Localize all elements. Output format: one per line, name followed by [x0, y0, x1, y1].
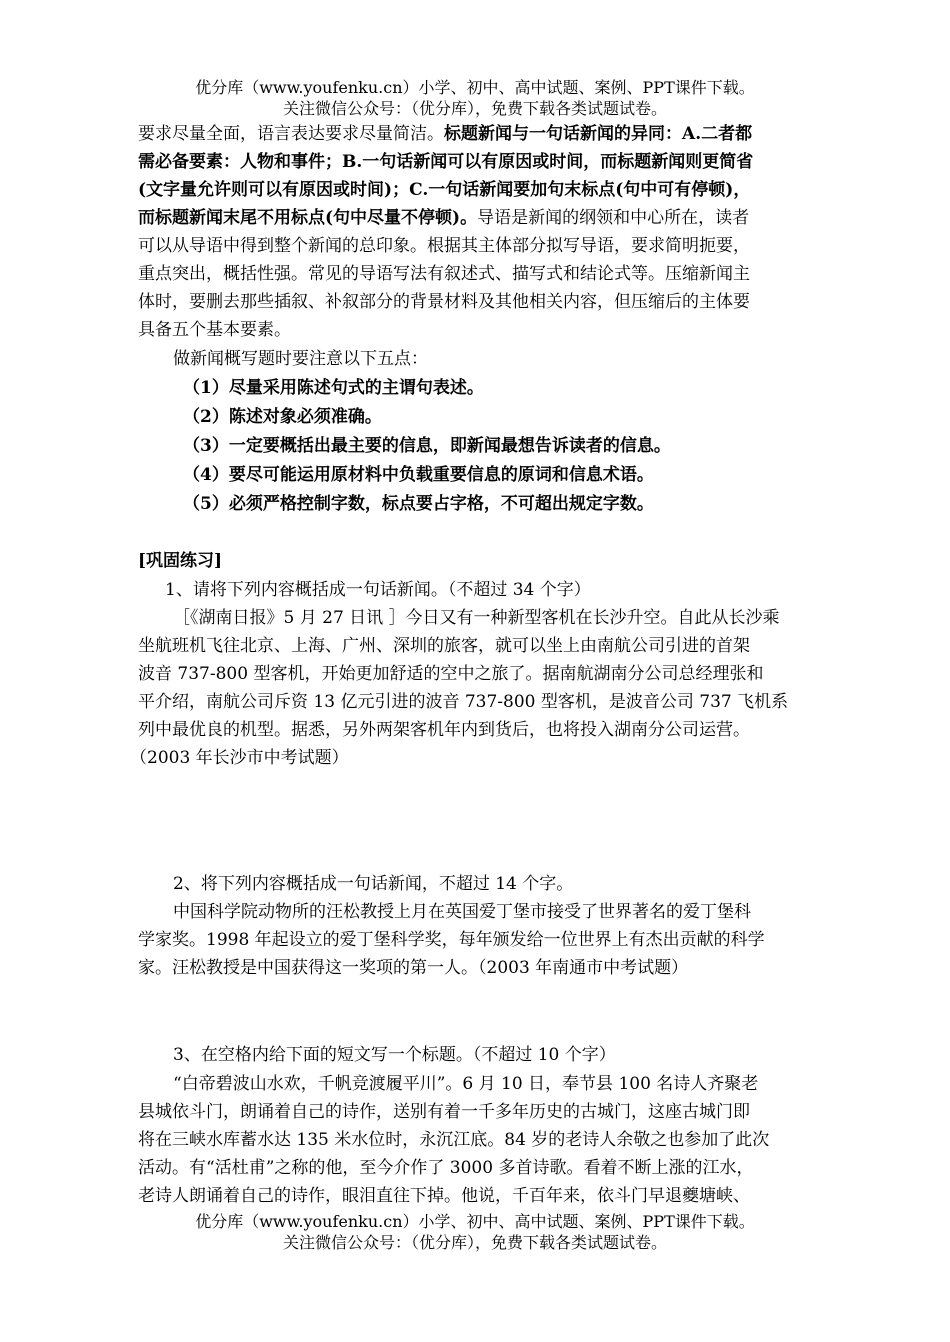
intro-line-5: 可以从导语中得到整个新闻的总印象。根据其主体部分拟写导语，要求简明扼要， [138, 236, 750, 256]
intro-line-4 [138, 206, 749, 230]
question-2-line: 家。汪松教授是中国获得这一奖项的第一人。（2003 年南通市中考试题） [138, 958, 689, 978]
question-2-line: 中国科学院动物所的汪松教授上月在英国爱丁堡市接受了世界著名的爱丁堡科 [173, 902, 751, 922]
question-1-line: 平介绍，南航公司斥资 13 亿元引进的波音 737-800 型客机，是波音公司 737 飞机系 [138, 692, 789, 712]
practice-title: [巩固练习] [138, 551, 223, 571]
intro-line-6: 重点突出，概括性强。常见的导语写法有叙述式、描写式和结论式等。压缩新闻主 [138, 264, 750, 284]
intro-text: 导语是新闻的纲领和中心所在，读者 [477, 208, 750, 228]
tip-item-2: （2）陈述对象必须准确。 [183, 407, 382, 427]
question-2-line: 学家奖。1998 年起设立的爱丁堡科学奖，每年颁发给一位世界上有杰出贡献的科学 [138, 930, 765, 950]
intro-line-1 [138, 122, 752, 146]
intro-line-8: 具备五个基本要素。 [138, 320, 291, 340]
tip-item-4: （4）要尽可能运用原材料中负载重要信息的原词和信息术语。 [183, 465, 654, 485]
intro-line-3: (文字量允许则可以有原因或时间)；C.一句话新闻要加句末标点(句中可有停顿)， [138, 180, 751, 200]
question-1-prompt: 1、请将下列内容概括成一句话新闻。（不超过 34 个字） [165, 580, 591, 600]
header-line-2: 关注微信公众号：（优分库），免费下载各类试题试卷。 [282, 99, 667, 118]
question-3-line: 将在三峡水库蓄水达 135 米水位时，永沉江底。84 岁的老诗人余敬之也参加了此次 [138, 1130, 770, 1150]
tip-item-1: （1）尽量采用陈述句式的主谓句表述。 [183, 378, 484, 398]
intro-line-2: 需必备要素：人物和事件；B.一句话新闻可以有原因或时间，而标题新闻则更简省 [138, 152, 754, 172]
question-3-line: 县城依斗门，朗诵着自己的诗作，送别有着一千多年历史的古城门，这座古城门即 [138, 1102, 750, 1122]
footer-line-2: 关注微信公众号：（优分库），免费下载各类试题试卷。 [282, 1233, 667, 1252]
question-3-prompt: 3、在空格内给下面的短文写一个标题。（不超过 10 个字） [173, 1045, 616, 1065]
intro-bold-text: 而标题新闻末尾不用标点(句中尽量不停顿)。 [138, 208, 478, 228]
question-3-line: 老诗人朗诵着自己的诗作，眼泪直往下掉。他说，千百年来，依斗门早退夔塘峡、 [138, 1186, 750, 1206]
question-3-line: 活动。有“活杜甫”之称的他，至今介作了 3000 多首诗歌。看着不断上涨的江水， [138, 1158, 754, 1178]
header-line-1: 优分库（www.youfenku.cn）小学、初中、高中试题、案例、PPT课件下载。 [195, 78, 755, 97]
question-2-prompt: 2、将下列内容概括成一句话新闻，不超过 14 个字。 [173, 874, 574, 894]
question-1-line: 坐航班机飞往北京、上海、广州、深圳的旅客，就可以坐上由南航公司引进的首架 [138, 636, 750, 656]
question-1-line: ［《湖南日报》5 月 27 日讯 ］今日又有一种新型客机在长沙升空。自此从长沙乘 [173, 608, 780, 628]
intro-line-7: 体时，要删去那些插叙、补叙部分的背景材料及其他相关内容，但压缩后的主体要 [138, 292, 750, 312]
question-1-line: 列中最优良的机型。据悉，另外两架客机年内到货后，也将投入湖南分公司运营。 [138, 720, 750, 740]
question-1-source: （2003 年长沙市中考试题） [130, 748, 349, 768]
footer-line-1: 优分库（www.youfenku.cn）小学、初中、高中试题、案例、PPT课件下载。 [195, 1212, 755, 1231]
intro-bold-text: 标题新闻与一句话新闻的异同：A.二者都 [444, 124, 753, 144]
intro-text: 要求尽量全面，语言表达要求尽量简洁。 [138, 124, 444, 144]
tip-item-3: （3）一定要概括出最主要的信息，即新闻最想告诉读者的信息。 [183, 436, 671, 456]
tip-item-5: （5）必须严格控制字数，标点要占字格，不可超出规定字数。 [183, 494, 654, 514]
question-3-line: “白帝碧波山水欢，千帆竞渡履平川”。6 月 10 日，奉节县 100 名诗人齐聚老 [173, 1074, 759, 1094]
tips-lead: 做新闻概写题时要注意以下五点： [173, 349, 428, 369]
question-1-line: 波音 737-800 型客机，开始更加舒适的空中之旅了。据南航湖南分公司总经理张和 [138, 664, 764, 684]
